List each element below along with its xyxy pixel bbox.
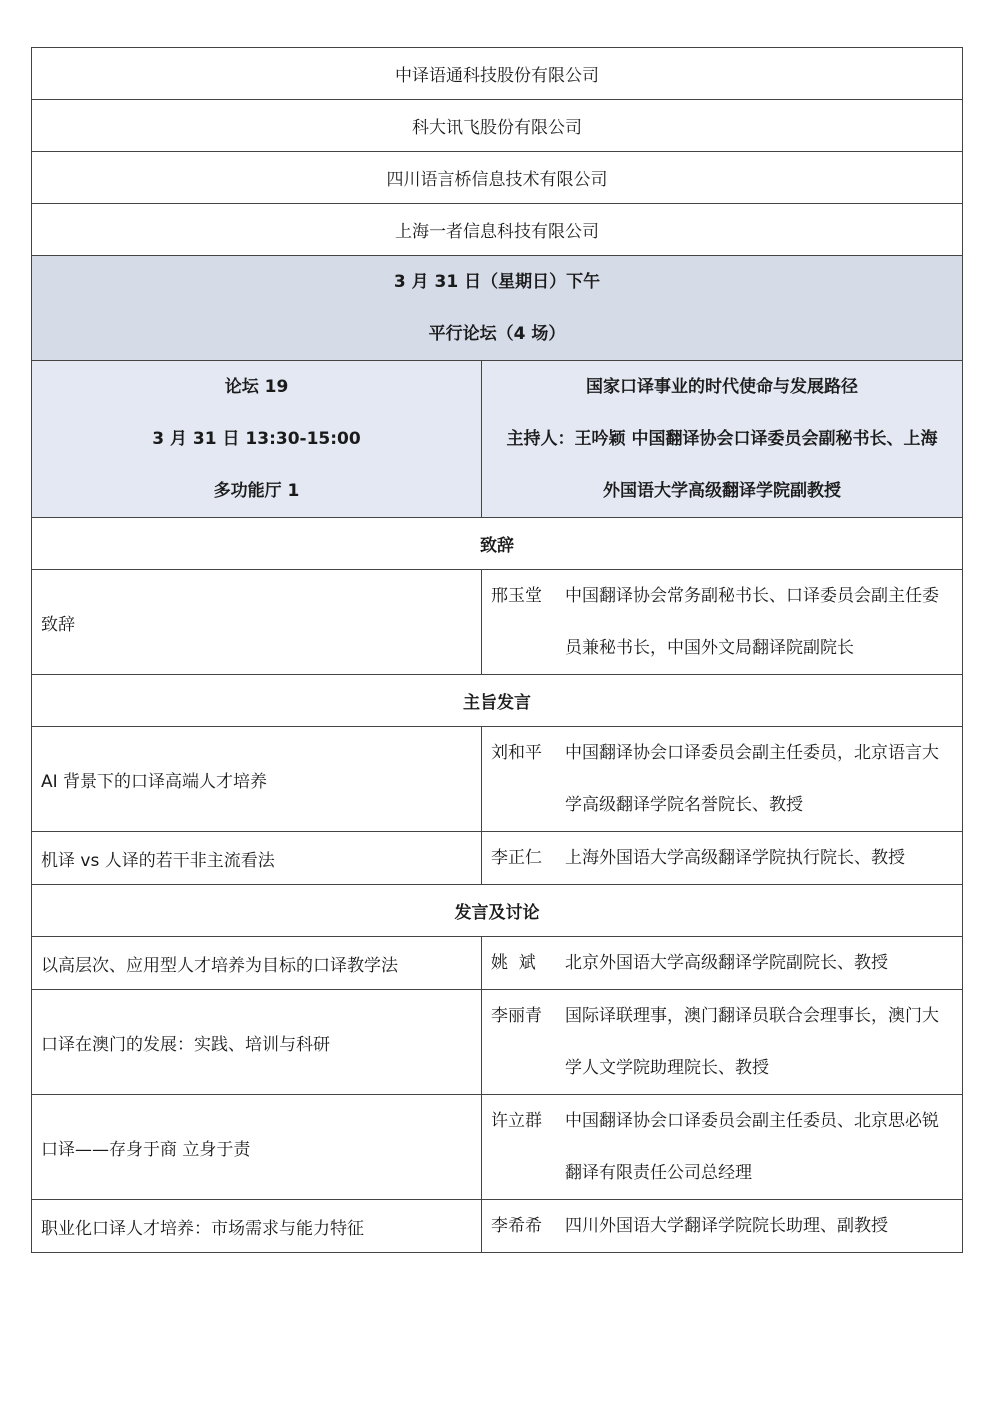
speaker-cell bbox=[482, 1095, 963, 1200]
company-name: 上海一者信息科技有限公司 bbox=[32, 204, 963, 256]
agenda-item-row bbox=[32, 990, 963, 1095]
topic: 口译——存身于商 立身于责 bbox=[32, 1095, 482, 1200]
speaker-role: 中国翻译协会口译委员会副主任委员，北京语言大学高级翻译学院名誉院长、教授 bbox=[565, 743, 939, 815]
section-header-row bbox=[32, 518, 963, 570]
speaker-name: 李正仁 bbox=[491, 848, 542, 868]
speaker-cell bbox=[482, 937, 963, 990]
forum-host-line2: 外国语大学高级翻译学院副教授 bbox=[603, 481, 841, 501]
topic: AI 背景下的口译高端人才培养 bbox=[32, 727, 482, 832]
topic: 机译 vs 人译的若干非主流看法 bbox=[32, 832, 482, 885]
forum-header-row bbox=[32, 361, 963, 518]
speaker-role: 四川外国语大学翻译学院院长助理、副教授 bbox=[565, 1216, 888, 1236]
topic: 口译在澳门的发展：实践、培训与科研 bbox=[32, 990, 482, 1095]
company-name: 四川语言桥信息技术有限公司 bbox=[32, 152, 963, 204]
topic: 职业化口译人才培养：市场需求与能力特征 bbox=[32, 1200, 482, 1253]
speaker-cell bbox=[482, 832, 963, 885]
forum-host-line1: 主持人：王吟颖 中国翻译协会口译委员会副秘书长、上海 bbox=[506, 429, 938, 449]
speaker-cell bbox=[482, 570, 963, 675]
speaker-role: 上海外国语大学高级翻译学院执行院长、教授 bbox=[565, 848, 905, 868]
session-date: 3 月 31 日（星期日）下午 bbox=[393, 272, 601, 292]
speaker-role: 北京外国语大学高级翻译学院副院长、教授 bbox=[565, 953, 888, 973]
forum-info bbox=[32, 361, 482, 518]
section-header-row bbox=[32, 885, 963, 937]
forum-room: 多功能厅 1 bbox=[213, 481, 300, 501]
company-name: 科大讯飞股份有限公司 bbox=[32, 100, 963, 152]
company-row bbox=[32, 100, 963, 152]
speaker-name: 李丽青 bbox=[491, 1006, 542, 1026]
company-row bbox=[32, 48, 963, 100]
agenda-item-row bbox=[32, 570, 963, 675]
topic: 致辞 bbox=[32, 570, 482, 675]
section-title: 致辞 bbox=[32, 518, 963, 570]
speaker-cell bbox=[482, 727, 963, 832]
company-row bbox=[32, 204, 963, 256]
speaker-name: 李希希 bbox=[491, 1216, 542, 1236]
agenda-item-row bbox=[32, 832, 963, 885]
agenda-item-row bbox=[32, 727, 963, 832]
forum-name: 论坛 19 bbox=[224, 377, 289, 397]
speaker-cell bbox=[482, 990, 963, 1095]
speaker-name: 邢玉堂 bbox=[491, 586, 542, 606]
speaker-name: 姚 斌 bbox=[491, 953, 536, 973]
section-title: 发言及讨论 bbox=[32, 885, 963, 937]
company-name: 中译语通科技股份有限公司 bbox=[32, 48, 963, 100]
speaker-name: 刘和平 bbox=[491, 743, 542, 763]
speaker-role: 中国翻译协会口译委员会副主任委员、北京思必锐翻译有限责任公司总经理 bbox=[565, 1111, 939, 1183]
agenda-item-row bbox=[32, 937, 963, 990]
speaker-name: 许立群 bbox=[491, 1111, 542, 1131]
speaker-role: 国际译联理事，澳门翻译员联合会理事长，澳门大学人文学院助理院长、教授 bbox=[565, 1006, 939, 1078]
section-header-row bbox=[32, 675, 963, 727]
forum-title: 国家口译事业的时代使命与发展路径 bbox=[586, 377, 858, 397]
speaker-role: 中国翻译协会常务副秘书长、口译委员会副主任委员兼秘书长，中国外文局翻译院副院长 bbox=[565, 586, 939, 658]
company-row bbox=[32, 152, 963, 204]
session-header-row bbox=[32, 256, 963, 361]
session-forums: 平行论坛（4 场） bbox=[428, 324, 566, 344]
topic: 以高层次、应用型人才培养为目标的口译教学法 bbox=[32, 937, 482, 990]
forum-time: 3 月 31 日 13:30-15:00 bbox=[152, 429, 361, 449]
section-title: 主旨发言 bbox=[32, 675, 963, 727]
agenda-item-row bbox=[32, 1200, 963, 1253]
forum-title-cell bbox=[482, 361, 963, 518]
speaker-cell bbox=[482, 1200, 963, 1253]
agenda-table bbox=[31, 47, 963, 1253]
agenda-item-row bbox=[32, 1095, 963, 1200]
